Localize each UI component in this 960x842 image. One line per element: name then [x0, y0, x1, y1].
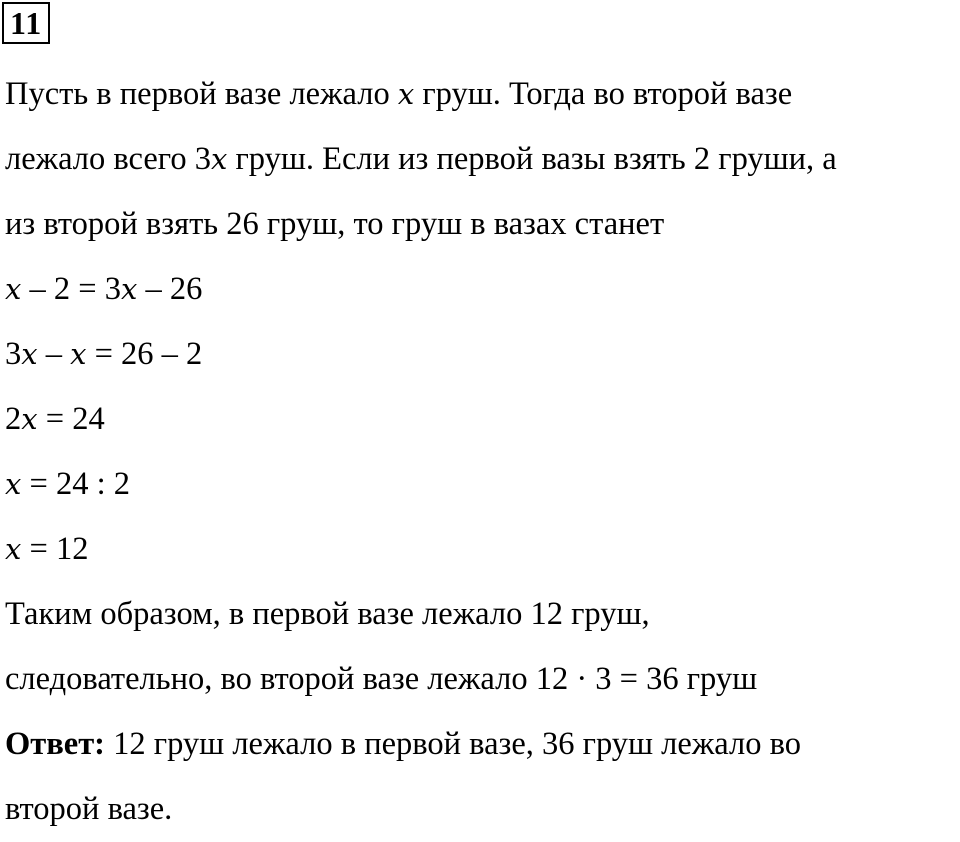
variable-x: x	[21, 337, 38, 371]
equation-segment: – 2 = 3	[21, 271, 121, 307]
answer-line-2: второй вазе.	[5, 791, 173, 827]
conclusion-line-2: следовательно, во второй вазе лежало 12 · 3 = 36 груш	[5, 661, 758, 697]
equation-segment: 2	[5, 401, 22, 437]
variable-x: x	[21, 402, 38, 436]
equation-2	[5, 322, 955, 387]
paragraph-line-1	[5, 62, 955, 127]
variable-x: x	[5, 467, 22, 501]
variable-x: x	[210, 142, 228, 176]
text-segment: лежало всего 3	[5, 141, 211, 177]
equation-segment: = 26 – 2	[86, 336, 203, 372]
equation-segment: = 12	[21, 531, 89, 567]
equation-5	[5, 517, 955, 582]
paragraph-line-2	[5, 127, 955, 192]
equation-1	[5, 257, 955, 322]
variable-x: x	[70, 337, 87, 371]
variable-x: x	[5, 532, 22, 566]
answer-line-1	[5, 712, 955, 777]
variable-x: x	[397, 77, 415, 111]
task-number: 11	[2, 2, 50, 44]
equation-segment: = 24	[37, 401, 105, 437]
text-segment: Пусть в первой вазе лежало	[5, 76, 398, 112]
paragraph-line-3: из второй взять 26 груш, то груш в вазах станет	[5, 206, 665, 242]
equation-segment: = 24 : 2	[21, 466, 130, 502]
conclusion-line-1: Таким образом, в первой вазе лежало 12 груш,	[5, 596, 650, 632]
text-segment: груш. Тогда во второй вазе	[414, 76, 793, 112]
solution-text	[5, 62, 955, 842]
equation-3	[5, 387, 955, 452]
answer-label: Ответ:	[5, 726, 106, 762]
answer-text: 12 груш лежало в первой вазе, 36 груш лежало во	[105, 726, 801, 762]
variable-x: x	[120, 272, 138, 306]
text-segment: груш. Если из первой вазы взять 2 груши, а	[227, 141, 837, 177]
variable-x: x	[5, 272, 22, 306]
equation-segment: 3	[5, 336, 22, 372]
equation-4	[5, 452, 955, 517]
equation-segment: –	[37, 336, 71, 372]
equation-segment: – 26	[137, 271, 203, 307]
